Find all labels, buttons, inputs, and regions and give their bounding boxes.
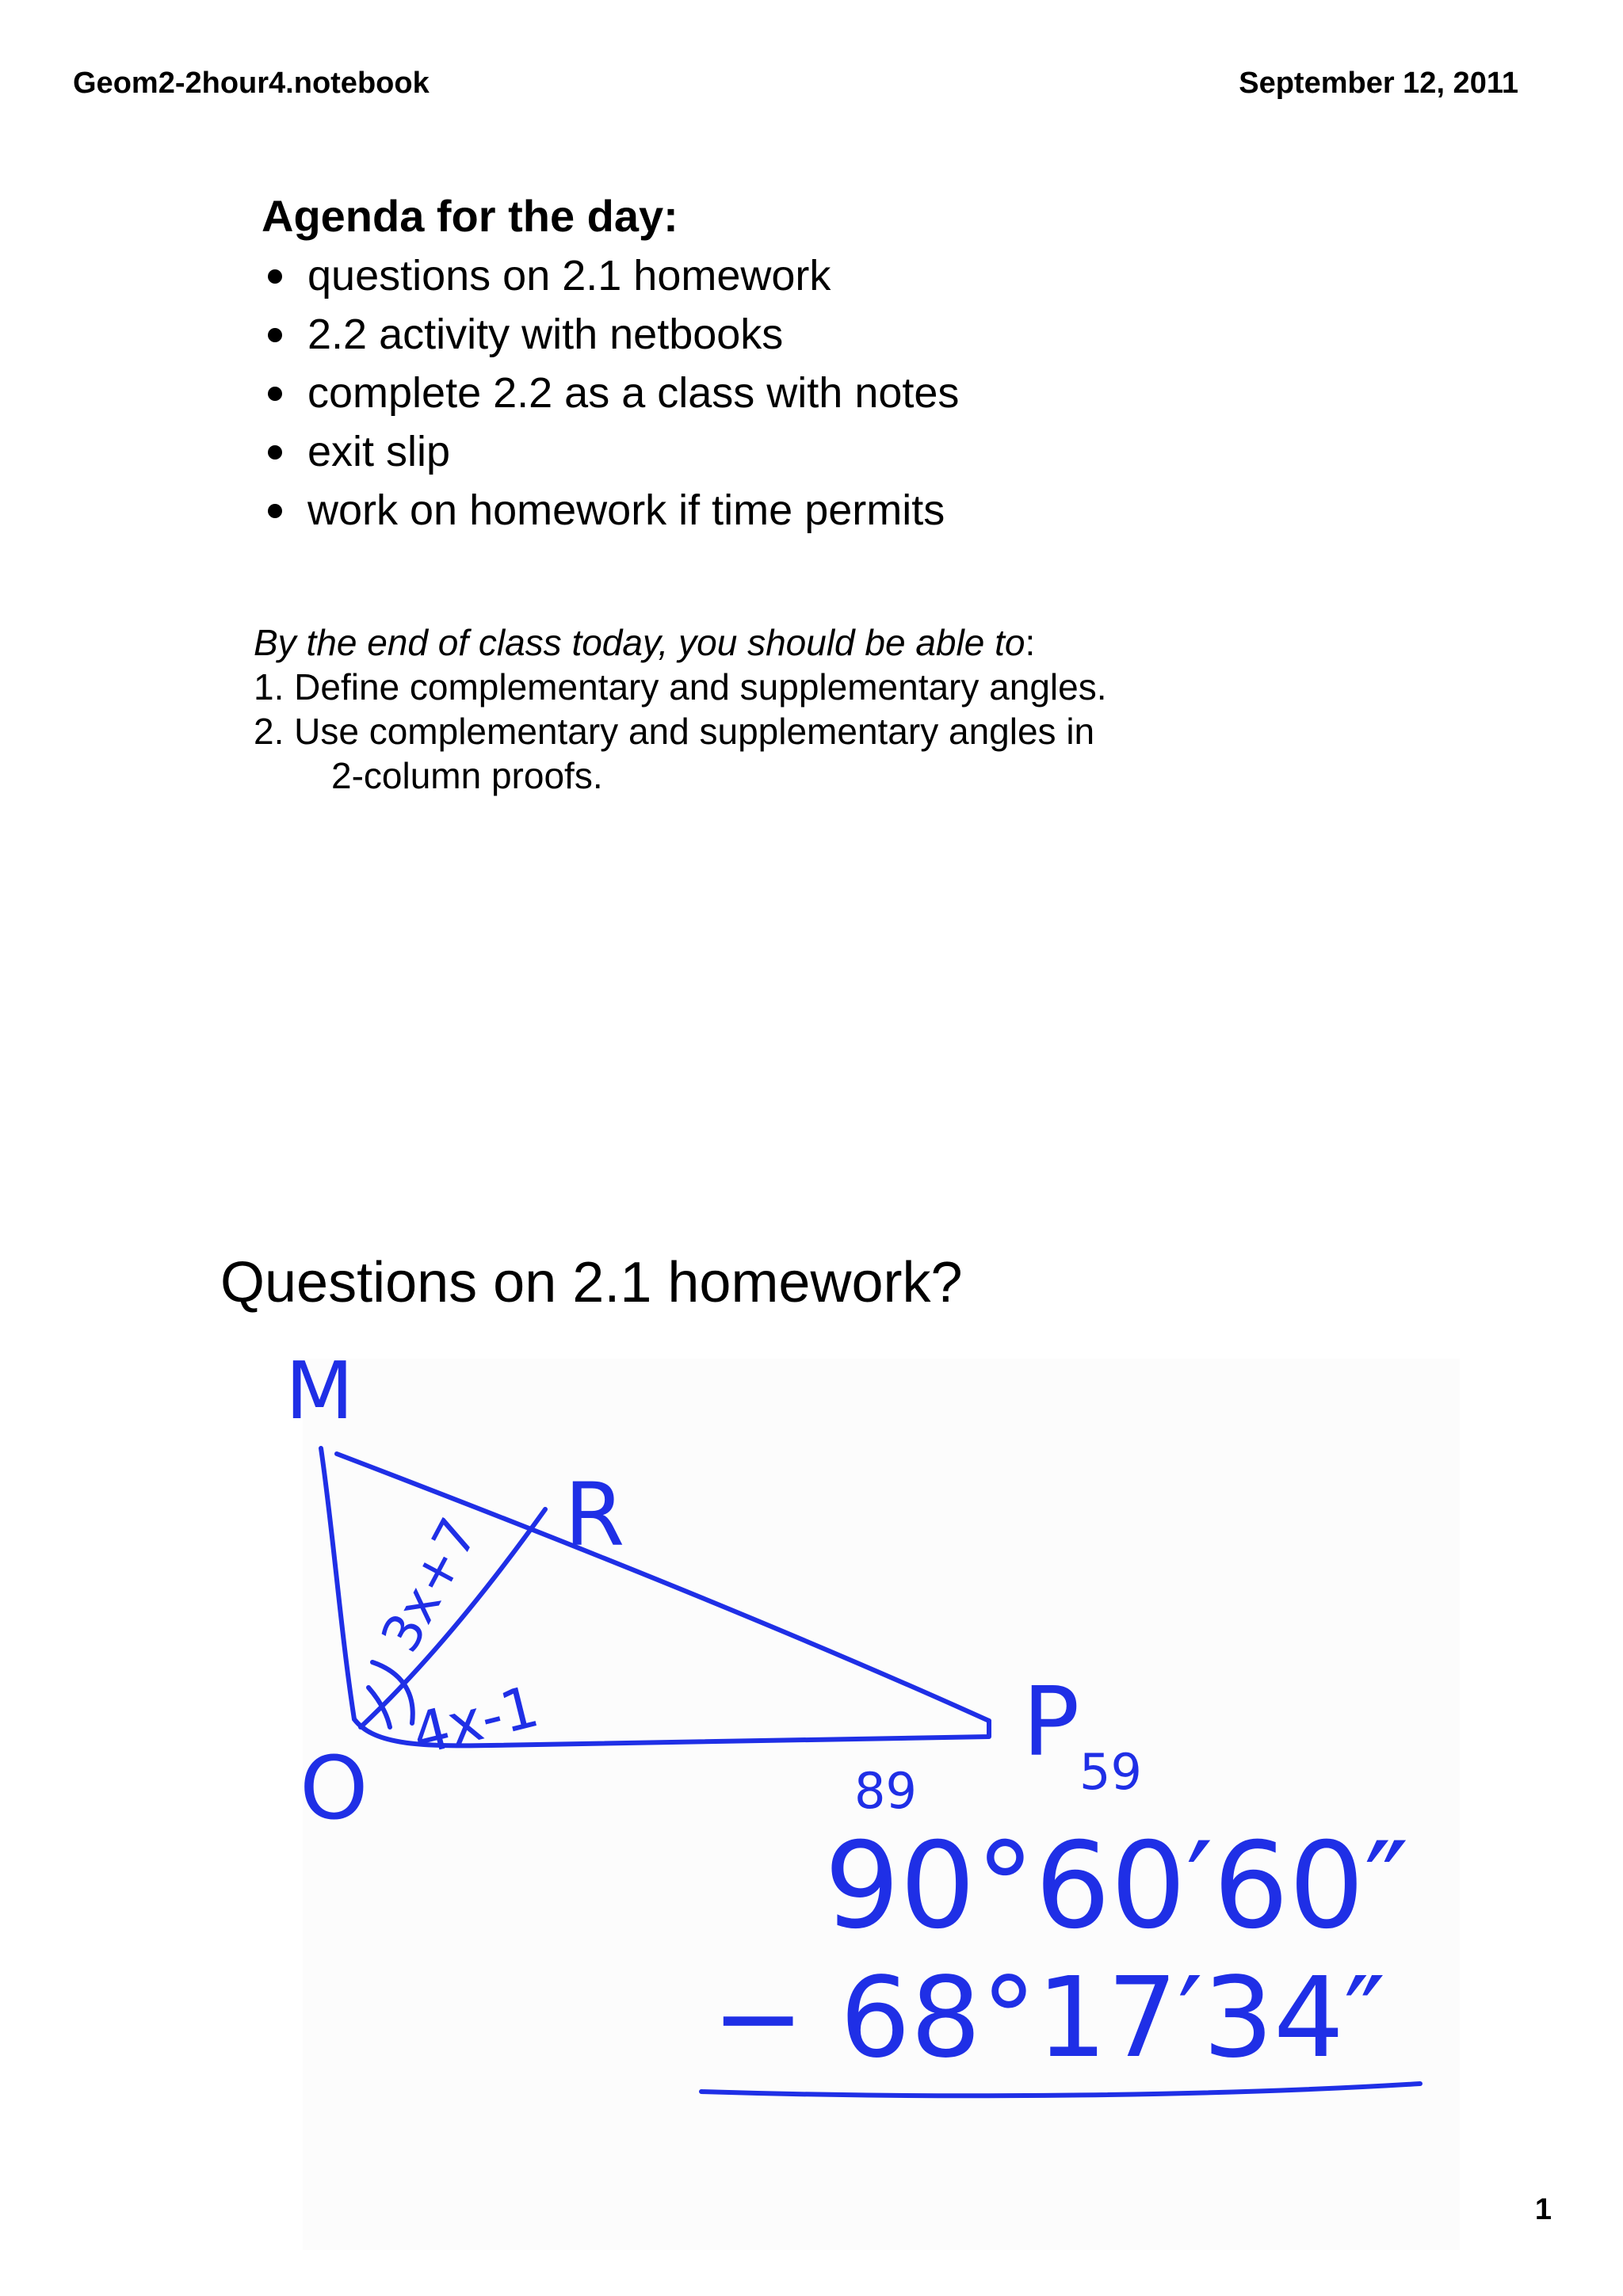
page-number: 1 bbox=[1534, 2193, 1552, 2226]
label-p: P bbox=[1022, 1668, 1080, 1778]
goals-lead-colon: : bbox=[1025, 622, 1036, 663]
agenda-title: Agenda for the day: bbox=[262, 191, 678, 241]
notebook-title: Geom2-2hour4.notebook bbox=[73, 67, 430, 100]
minuend-row: 90°60′60″ bbox=[824, 1817, 1409, 1955]
slide-title: Questions on 2.1 homework? bbox=[220, 1251, 963, 1314]
agenda-item-text: exit slip bbox=[307, 428, 451, 475]
subtrahend-row: − 68°17′34″ bbox=[712, 1954, 1386, 2083]
angle-label-lower: 4x-1 bbox=[405, 1672, 545, 1768]
goal-item-1: 1. Define complementary and supplementary angles. bbox=[254, 666, 1107, 707]
agenda-item-text: complete 2.2 as a class with notes bbox=[307, 369, 960, 417]
agenda-item-text: 2.2 activity with netbooks bbox=[307, 311, 784, 358]
borrow-degrees: 89 bbox=[854, 1762, 917, 1820]
goals-lead: By the end of class today, you should be able to bbox=[254, 622, 1025, 663]
goal-item-2: 2. Use complementary and supplementary angles in bbox=[254, 711, 1095, 752]
agenda-item-text: work on homework if time permits bbox=[307, 486, 945, 534]
triangle-side-mo bbox=[321, 1448, 354, 1719]
answer-underline bbox=[701, 2084, 1420, 2096]
goal-item-2-continued: 2-column proofs. bbox=[331, 755, 603, 796]
borrow-minutes: 59 bbox=[1079, 1743, 1142, 1801]
label-o: O bbox=[300, 1737, 369, 1839]
label-r: R bbox=[564, 1464, 625, 1566]
label-m: M bbox=[285, 1344, 354, 1437]
page-date: September 12, 2011 bbox=[1239, 67, 1518, 100]
angle-label-upper: 3x+7 bbox=[369, 1508, 490, 1662]
agenda-item-text: questions on 2.1 homework bbox=[307, 252, 831, 299]
